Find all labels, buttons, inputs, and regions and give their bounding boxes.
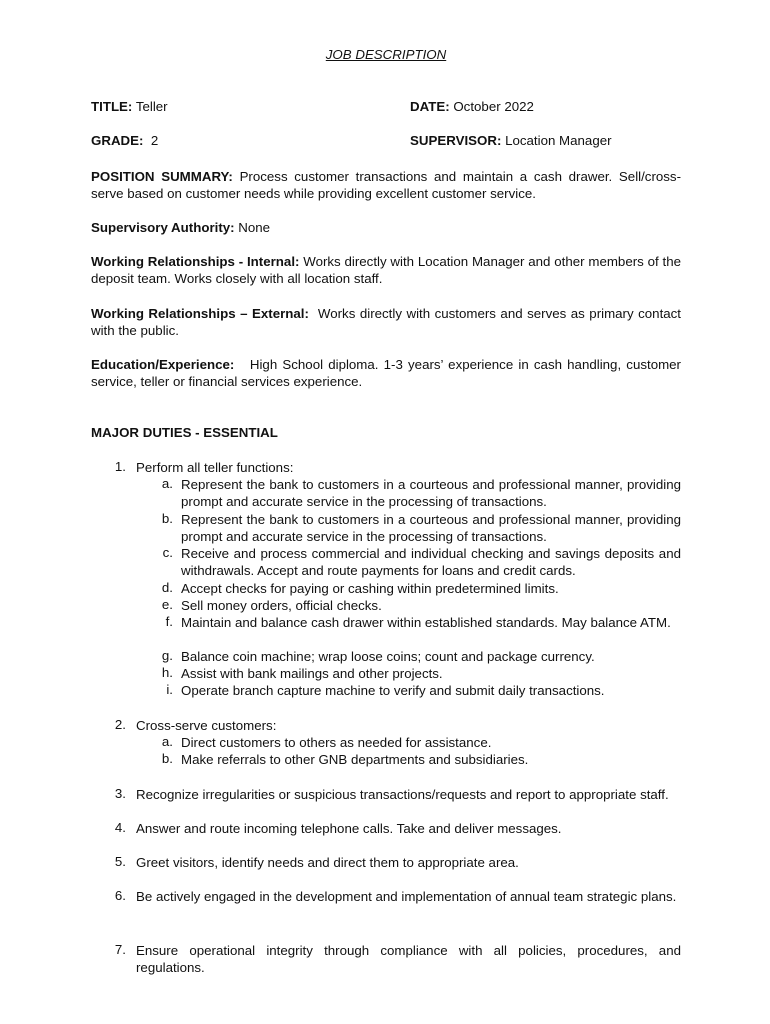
subduty-letter: c.: [162, 545, 173, 560]
duty-text: Answer and route incoming telephone calls. Take and deliver messages.: [136, 821, 562, 836]
duty-text: Recognize irregularities or suspicious transactions/requests and report to appropriate staff.: [136, 787, 669, 802]
date-field: [410, 99, 534, 114]
subduty-letter: a.: [161, 476, 173, 491]
grade-field: [91, 133, 158, 148]
title-value: Teller: [135, 99, 168, 114]
subduty-letter: e.: [161, 597, 173, 612]
supervisor-value: Location Manager: [505, 133, 612, 148]
grade-row: [91, 133, 681, 148]
title-field: [91, 99, 168, 114]
summary-text: Process customer transactions and maintain a cash drawer. Sell/cross-serve based on customer needs while providing excellent customer service.: [91, 169, 681, 201]
subduty-text: Assist with bank mailings and other projects.: [181, 666, 443, 681]
working-relationships-external: [91, 305, 681, 339]
subduty-text: Represent the bank to customers in a courteous and professional manner, providing prompt and accurate service in the processing of transactions.: [181, 512, 681, 544]
subduty-letter: b.: [161, 511, 173, 526]
subduty-text: Represent the bank to customers in a courteous and professional manner, providing prompt and accurate service in the processing of transactions.: [181, 477, 681, 509]
subduty-letter: f.: [165, 614, 173, 629]
supervisor-field: [410, 133, 612, 148]
subduty-text: Operate branch capture machine to verify and submit daily transactions.: [181, 683, 605, 698]
external-text: Works directly with customers and serves as primary contact with the public.: [91, 306, 682, 338]
duty-number: 7.: [114, 942, 126, 957]
education-experience: [91, 356, 681, 390]
internal-label: Working Relationships - Internal:: [91, 254, 300, 269]
duty-number: 6.: [114, 888, 126, 903]
authority-value: None: [238, 220, 271, 235]
subduty-letter: g.: [161, 648, 173, 663]
subduty-text: Direct customers to others as needed for assistance.: [181, 735, 492, 750]
grade-label: GRADE:: [91, 133, 144, 148]
duty-number: 5.: [114, 854, 126, 869]
education-text: High School diploma. 1-3 years’ experience in cash handling, customer service, teller or financial services experience.: [91, 357, 681, 389]
duty-text: Greet visitors, identify needs and direct them to appropriate area.: [136, 855, 519, 870]
education-label: Education/Experience:: [91, 357, 235, 372]
title-row: [91, 99, 681, 114]
subduty-letter: d.: [161, 580, 173, 595]
position-summary: [91, 168, 681, 202]
title-label: TITLE:: [91, 99, 133, 114]
subduty-text: Maintain and balance cash drawer within established standards. May balance ATM.: [181, 615, 671, 630]
date-value: October 2022: [453, 99, 534, 114]
subduty-letter: b.: [161, 751, 173, 766]
duty-text: Perform all teller functions:: [136, 460, 294, 475]
duty-number: 3.: [114, 786, 126, 801]
document-title: JOB DESCRIPTION: [325, 47, 447, 62]
duty-number: 2.: [114, 717, 126, 732]
duty-text: Ensure operational integrity through compliance with all policies, procedures, and regulations.: [136, 943, 681, 975]
duties-heading: MAJOR DUTIES - ESSENTIAL: [91, 425, 278, 440]
subduty-text: Accept checks for paying or cashing within predetermined limits.: [181, 581, 559, 596]
duty-number: 4.: [114, 820, 126, 835]
supervisor-label: SUPERVISOR:: [410, 133, 502, 148]
subduty-text: Receive and process commercial and individual checking and savings deposits and withdrawals. Accept and route payments for loans and credit cards.: [181, 546, 681, 578]
subduty-text: Balance coin machine; wrap loose coins; count and package currency.: [181, 649, 595, 664]
subduty-letter: i.: [166, 682, 173, 697]
subduty-text: Sell money orders, official checks.: [181, 598, 382, 613]
subduty-letter: h.: [161, 665, 173, 680]
summary-label: POSITION SUMMARY:: [91, 169, 233, 184]
grade-value: 2: [150, 133, 159, 148]
duty-text: Be actively engaged in the development and implementation of annual team strategic plans.: [136, 889, 677, 904]
supervisory-authority: [91, 219, 681, 236]
working-relationships-internal: [91, 253, 681, 287]
internal-text: Works directly with Location Manager and other members of the deposit team. Works closely with all location staff.: [91, 254, 681, 286]
external-label: Working Relationships – External:: [91, 306, 309, 321]
subduty-text: Make referrals to other GNB departments and subsidiaries.: [181, 752, 529, 767]
date-label: DATE:: [410, 99, 450, 114]
authority-label: Supervisory Authority:: [91, 220, 235, 235]
duty-number: 1.: [114, 459, 126, 474]
duty-text: Cross-serve customers:: [136, 718, 277, 733]
subduty-letter: a.: [161, 734, 173, 749]
